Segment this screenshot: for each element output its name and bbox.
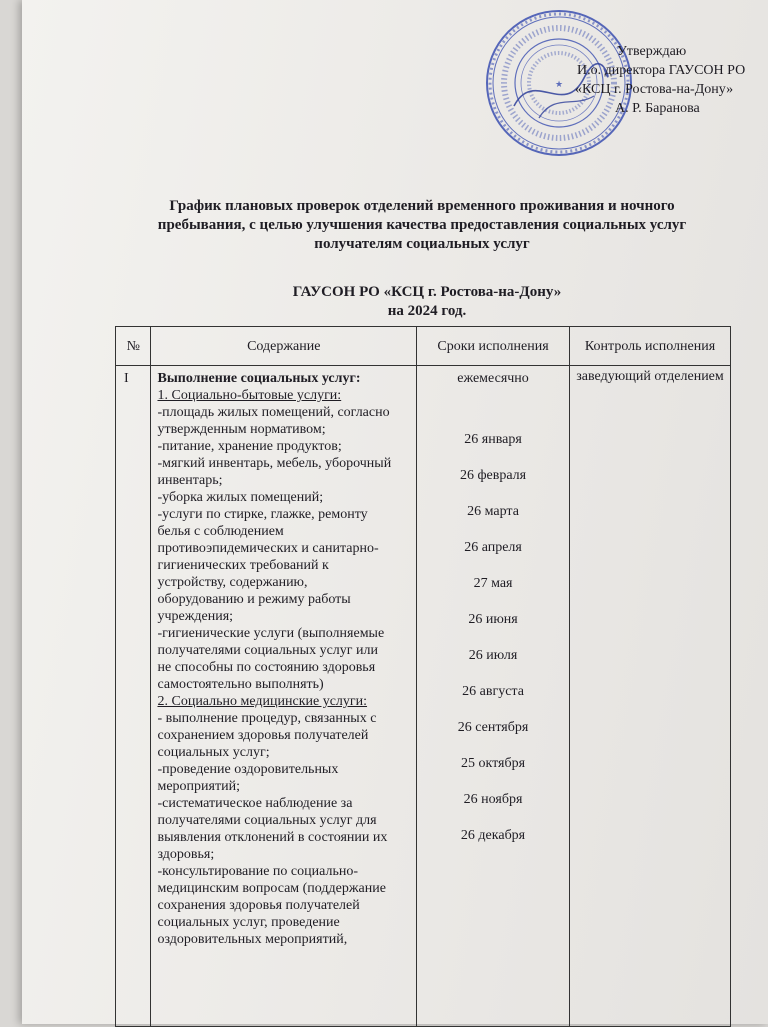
content-line: сохранения здоровья получателей	[157, 898, 360, 913]
row-number: I	[116, 366, 151, 1027]
section-title: Выполнение социальных услуг:	[157, 371, 361, 386]
subsection-household-items	[157, 404, 410, 693]
deadline-date: 26 января	[464, 432, 522, 447]
content-line: устройству, содержанию,	[157, 575, 308, 590]
approval-line-approve: Утверждаю	[617, 44, 687, 59]
deadline-date: 26 июня	[468, 612, 518, 627]
content-line: противоэпидемических и санитарно-	[157, 541, 379, 556]
deadline-date: 27 мая	[473, 576, 513, 591]
content-line: -проведение оздоровительных	[157, 762, 339, 777]
content-line: медицинским вопросам (поддержание	[157, 881, 386, 896]
deadline-date: 26 ноября	[463, 792, 523, 807]
content-line: учреждения;	[157, 609, 234, 624]
table-header-row	[116, 327, 731, 366]
content-line: -уборка жилых помещений;	[157, 490, 324, 505]
content-line: не способны по состоянию здоровья	[157, 660, 376, 675]
row-content	[151, 366, 417, 1027]
deadline-monthly: ежемесячно	[457, 371, 529, 386]
content-line: получателями социальных услуг или	[157, 643, 378, 658]
content-line: мероприятий;	[157, 779, 240, 794]
deadline-date: 26 апреля	[464, 540, 522, 555]
svg-text:★: ★	[554, 79, 564, 89]
content-line: социальных услуг, проведение	[157, 915, 340, 930]
subsection-household-title: 1. Социально-бытовые услуги:	[157, 388, 342, 403]
deadline-dates	[417, 431, 569, 863]
document-page	[22, 0, 768, 1024]
content-line: -питание, хранение продуктов;	[157, 439, 342, 454]
header-number: №	[116, 327, 151, 366]
content-line: выявления отклонений в состоянии их	[157, 830, 388, 845]
deadline-date: 25 октября	[461, 756, 526, 771]
content-line: -систематическое наблюдение за	[157, 796, 353, 811]
deadline-date: 26 сентября	[457, 720, 529, 735]
header-content: Содержание	[151, 327, 417, 366]
approval-block	[575, 42, 767, 118]
document-title: График плановых проверок отделений временного проживания и ночного пребывания, с целью улучшения качества предоставления социальных услуг получателям социальных услуг	[157, 198, 687, 252]
deadline-date: 26 декабря	[460, 828, 526, 843]
content-line: социальных услуг;	[157, 745, 270, 760]
content-line: -гигиенические услуги (выполняемые	[157, 626, 385, 641]
schedule-table	[115, 326, 731, 1027]
deadline-date: 26 июля	[468, 648, 518, 663]
table-row	[116, 366, 731, 1027]
content-line: оздоровительных мероприятий,	[157, 932, 348, 947]
content-line: -услуги по стирке, глажке, ремонту	[157, 507, 368, 522]
content-line: гигиенических требований к	[157, 558, 329, 573]
approval-line-name: А. Р. Баранова	[615, 101, 700, 116]
organization-name: ГАУСОН РО «КСЦ г. Ростова-на-Дону»	[292, 284, 562, 300]
approval-line-position: И.о. директора ГАУСОН РО	[577, 63, 746, 78]
content-line: утвержденным нормативом;	[157, 422, 326, 437]
content-line: здоровья;	[157, 847, 215, 862]
content-line: -мягкий инвентарь, мебель, уборочный	[157, 456, 392, 471]
content-line: белья с соблюдением	[157, 524, 284, 539]
deadline-date: 26 марта	[467, 504, 519, 519]
content-line: получателями социальных услуг для	[157, 813, 377, 828]
subsection-medical-title: 2. Социально медицинские услуги:	[157, 694, 368, 709]
schedule-year: на 2024 год.	[387, 303, 467, 319]
approval-line-org: «КСЦ г. Ростова-на-Дону»	[575, 82, 734, 97]
content-line: инвентарь;	[157, 473, 223, 488]
content-line: оборудованию и режиму работы	[157, 592, 351, 607]
content-line: - выполнение процедур, связанных с	[157, 711, 377, 726]
content-line: -площадь жилых помещений, согласно	[157, 405, 390, 420]
content-line: сохранением здоровья получателей	[157, 728, 369, 743]
organization-heading	[202, 283, 652, 321]
subsection-medical-items	[157, 710, 410, 948]
deadline-date: 26 февраля	[459, 468, 527, 483]
header-control: Контроль исполнения	[570, 327, 731, 366]
content-line: -консультирование по социально-	[157, 864, 358, 879]
row-control: заведующий отделением	[570, 366, 731, 1027]
row-deadlines	[417, 366, 570, 1027]
deadline-date: 26 августа	[462, 684, 524, 699]
header-deadline: Сроки исполнения	[417, 327, 570, 366]
content-line: самостоятельно выполнять)	[157, 677, 324, 692]
